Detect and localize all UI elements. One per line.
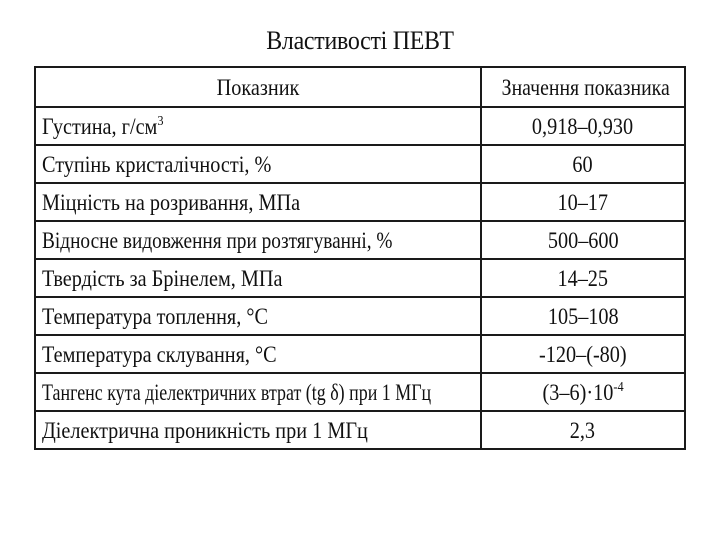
table-header-row xyxy=(35,67,685,107)
table-row xyxy=(35,145,685,183)
table-row xyxy=(35,259,685,297)
row-name: Ступінь кристалічності, % xyxy=(35,145,481,183)
row-value: -120–(-80) xyxy=(481,335,685,373)
row-value: 105–108 xyxy=(481,297,685,335)
row-name: Твердість за Брінелем, МПа xyxy=(35,259,481,297)
row-value: 0,918–0,930 xyxy=(481,107,685,145)
table-row xyxy=(35,221,685,259)
table-row xyxy=(35,183,685,221)
page-title: Властивості ПЕВТ xyxy=(266,26,454,55)
table-row xyxy=(35,297,685,335)
table-row xyxy=(35,107,685,145)
row-value: 10–17 xyxy=(481,183,685,221)
row-value: 2,3 xyxy=(481,411,685,449)
table-row xyxy=(35,373,685,411)
row-name: Тангенс кута діелектричних втрат (tg δ) при 1 МГц xyxy=(35,373,481,411)
row-value: 60 xyxy=(481,145,685,183)
superscript: -4 xyxy=(613,379,624,395)
row-name: Міцність на розривання, МПа xyxy=(35,183,481,221)
row-value: 14–25 xyxy=(481,259,685,297)
table-row xyxy=(35,335,685,373)
row-value: $(3-6)\cdot 10^{-4}$ xyxy=(481,373,685,411)
table-row xyxy=(35,411,685,449)
header-value: Значення показника xyxy=(481,67,685,107)
properties-table xyxy=(34,66,686,450)
superscript: 3 xyxy=(157,113,164,129)
row-name: Температура топлення, °С xyxy=(35,297,481,335)
row-name: Густина, $г/см^3$ xyxy=(35,107,481,145)
row-name: Діелектрична проникність при 1 МГц xyxy=(35,411,481,449)
header-indicator: Показник xyxy=(35,67,481,107)
row-name: Відносне видовження при розтягуванні, % xyxy=(35,221,481,259)
row-name: Температура склування, °С xyxy=(35,335,481,373)
row-value: 500–600 xyxy=(481,221,685,259)
